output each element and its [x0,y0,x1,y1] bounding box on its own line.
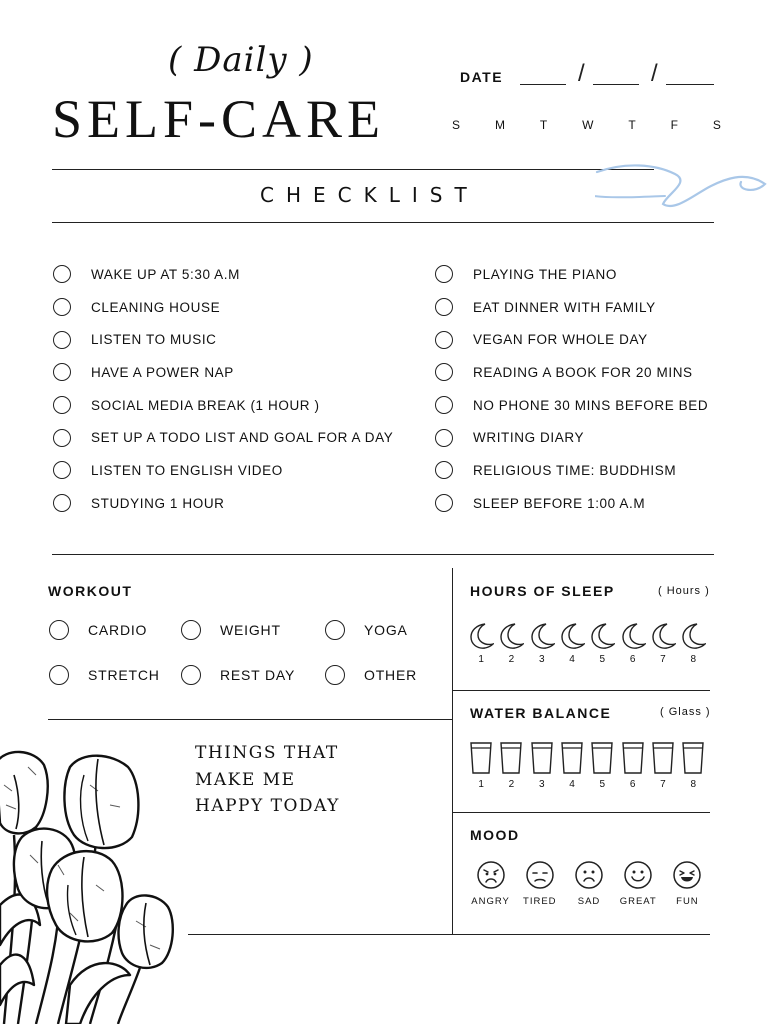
panel-divider [452,568,453,934]
water-glass-1[interactable]: 1 [466,741,496,790]
sleep-hour-1[interactable]: 1 [466,622,496,665]
daily-heading: ( Daily ) [168,40,314,80]
checklist-item[interactable]: WRITING DIARY [435,421,755,454]
mood-option-angry[interactable]: ANGRY [466,860,515,907]
workout-title: WORKOUT [48,583,133,599]
water-glass-6[interactable]: 6 [617,741,647,790]
date-field-day[interactable] [593,84,639,85]
sleep-hour-3[interactable]: 3 [527,622,557,665]
water-title: WATER BALANCE [470,705,612,721]
weekday-t[interactable]: T [539,118,549,132]
mood-title: MOOD [470,827,520,843]
checkbox[interactable] [53,494,71,512]
glass-icon [499,741,523,775]
mood-option-tired[interactable]: TIRED [515,860,564,907]
checklist-right-column [435,258,755,520]
checklist-left-column [53,258,413,520]
moon-icon [529,622,555,650]
divider [188,934,710,935]
glass-icon [560,741,584,775]
weekday-selector [452,118,722,132]
checklist-item[interactable]: SET UP A TODO LIST AND GOAL FOR A DAY [53,421,413,454]
glass-icon [621,741,645,775]
glass-icon [681,741,705,775]
happy-line: HAPPY TODAY [195,796,340,816]
moon-icon [680,622,706,650]
mood-option-great[interactable]: GREAT [614,860,663,907]
water-glass-3[interactable]: 3 [527,741,557,790]
moon-icon [589,622,615,650]
sleep-hour-6[interactable]: 6 [617,622,647,665]
mood-option-sad[interactable]: SAD [564,860,613,907]
mood-option-fun[interactable]: FUN [663,860,712,907]
water-tracker [466,741,708,790]
checklist-item[interactable]: WAKE UP AT 5:30 A.M [53,258,413,291]
checkbox[interactable] [435,396,453,414]
workout-option-yoga[interactable]: YOGA [325,620,408,640]
checklist-item[interactable]: CLEANING HOUSE [53,291,413,324]
checkbox[interactable] [181,620,201,640]
weekday-m[interactable]: M [494,118,506,132]
happy-notes-area[interactable] [200,830,440,930]
divider [52,222,714,223]
water-glass-2[interactable]: 2 [496,741,526,790]
checklist-item[interactable]: STUDYING 1 HOUR [53,487,413,520]
sleep-hour-2[interactable]: 2 [496,622,526,665]
divider [48,719,452,720]
checklist-item[interactable]: NO PHONE 30 MINS BEFORE BED [435,389,755,422]
checkbox[interactable] [53,429,71,447]
checklist-item[interactable]: HAVE A POWER NAP [53,356,413,389]
checkbox[interactable] [435,461,453,479]
glass-icon [530,741,554,775]
water-glass-4[interactable]: 4 [557,741,587,790]
date-field-month[interactable] [520,84,566,85]
checkbox[interactable] [53,396,71,414]
checkbox[interactable] [435,363,453,381]
sleep-hour-4[interactable]: 4 [557,622,587,665]
glass-icon [590,741,614,775]
happy-today-prompt [195,740,435,820]
checklist-item[interactable]: VEGAN FOR WHOLE DAY [435,323,755,356]
checklist-title: CHECKLIST [260,183,479,207]
checklist-item[interactable]: SLEEP BEFORE 1:00 A.M [435,487,755,520]
workout-option-stretch[interactable]: STRETCH [49,665,160,685]
checkbox[interactable] [53,265,71,283]
divider [52,554,714,555]
weekday-t[interactable]: T [628,118,637,132]
checkbox[interactable] [435,429,453,447]
checkbox[interactable] [435,265,453,283]
page-title: SELF-CARE [52,89,386,149]
sleep-unit: ( Hours ) [658,585,710,597]
checkbox[interactable] [53,461,71,479]
checklist-item[interactable]: RELIGIOUS TIME: BUDDHISM [435,454,755,487]
checkbox[interactable] [49,665,69,685]
checkbox[interactable] [325,620,345,640]
weekday-w[interactable]: W [582,118,595,132]
date-separator: / [651,60,658,87]
moon-icon [468,622,494,650]
water-unit: ( Glass ) [660,706,711,718]
glass-icon [469,741,493,775]
happy-line: MAKE ME [195,769,296,790]
checkbox[interactable] [49,620,69,640]
date-field-year[interactable] [666,84,714,85]
checklist-item[interactable]: EAT DINNER WITH FAMILY [435,291,755,324]
workout-option-other[interactable]: OTHER [325,665,417,685]
checklist-item[interactable]: LISTEN TO ENGLISH VIDEO [53,454,413,487]
checkbox[interactable] [181,665,201,685]
water-glass-8[interactable]: 8 [678,741,708,790]
glass-icon [651,741,675,775]
workout-option-weight[interactable]: WEIGHT [181,620,281,640]
moon-icon [650,622,676,650]
sleep-title: HOURS OF SLEEP [470,583,615,599]
moon-icon [498,622,524,650]
checklist-item[interactable]: PLAYING THE PIANO [435,258,755,291]
water-glass-5[interactable]: 5 [587,741,617,790]
blue-wave-decoration [595,160,768,214]
sleep-tracker [466,622,708,665]
workout-option-rest-day[interactable]: REST DAY [181,665,295,685]
moon-icon [620,622,646,650]
checkbox[interactable] [435,298,453,316]
checklist-item[interactable]: SOCIAL MEDIA BREAK (1 HOUR ) [53,389,413,422]
weekday-f[interactable]: F [670,118,679,132]
weekday-s[interactable]: S [452,118,462,132]
sleep-hour-7[interactable]: 7 [648,622,678,665]
checkbox[interactable] [53,363,71,381]
checkbox[interactable] [325,665,345,685]
sad-face-icon [574,860,604,890]
checklist-item[interactable]: READING A BOOK FOR 20 MINS [435,356,755,389]
tulip-illustration [0,745,180,1024]
divider [452,812,710,813]
workout-option-cardio[interactable]: CARDIO [49,620,147,640]
tired-face-icon [525,860,555,890]
checkbox[interactable] [435,331,453,349]
mood-selector [466,860,712,907]
checklist-item[interactable]: LISTEN TO MUSIC [53,323,413,356]
checkbox[interactable] [53,331,71,349]
angry-face-icon [476,860,506,890]
laughing-face-icon [672,860,702,890]
happy-line: THINGS THAT [195,743,339,763]
divider [52,169,654,170]
water-glass-7[interactable]: 7 [648,741,678,790]
date-separator: / [578,60,585,87]
moon-icon [559,622,585,650]
happy-face-icon [623,860,653,890]
weekday-s[interactable]: S [712,118,722,132]
sleep-hour-8[interactable]: 8 [678,622,708,665]
checkbox[interactable] [53,298,71,316]
divider [452,690,710,691]
checkbox[interactable] [435,494,453,512]
sleep-hour-5[interactable]: 5 [587,622,617,665]
date-label: DATE [460,69,504,85]
